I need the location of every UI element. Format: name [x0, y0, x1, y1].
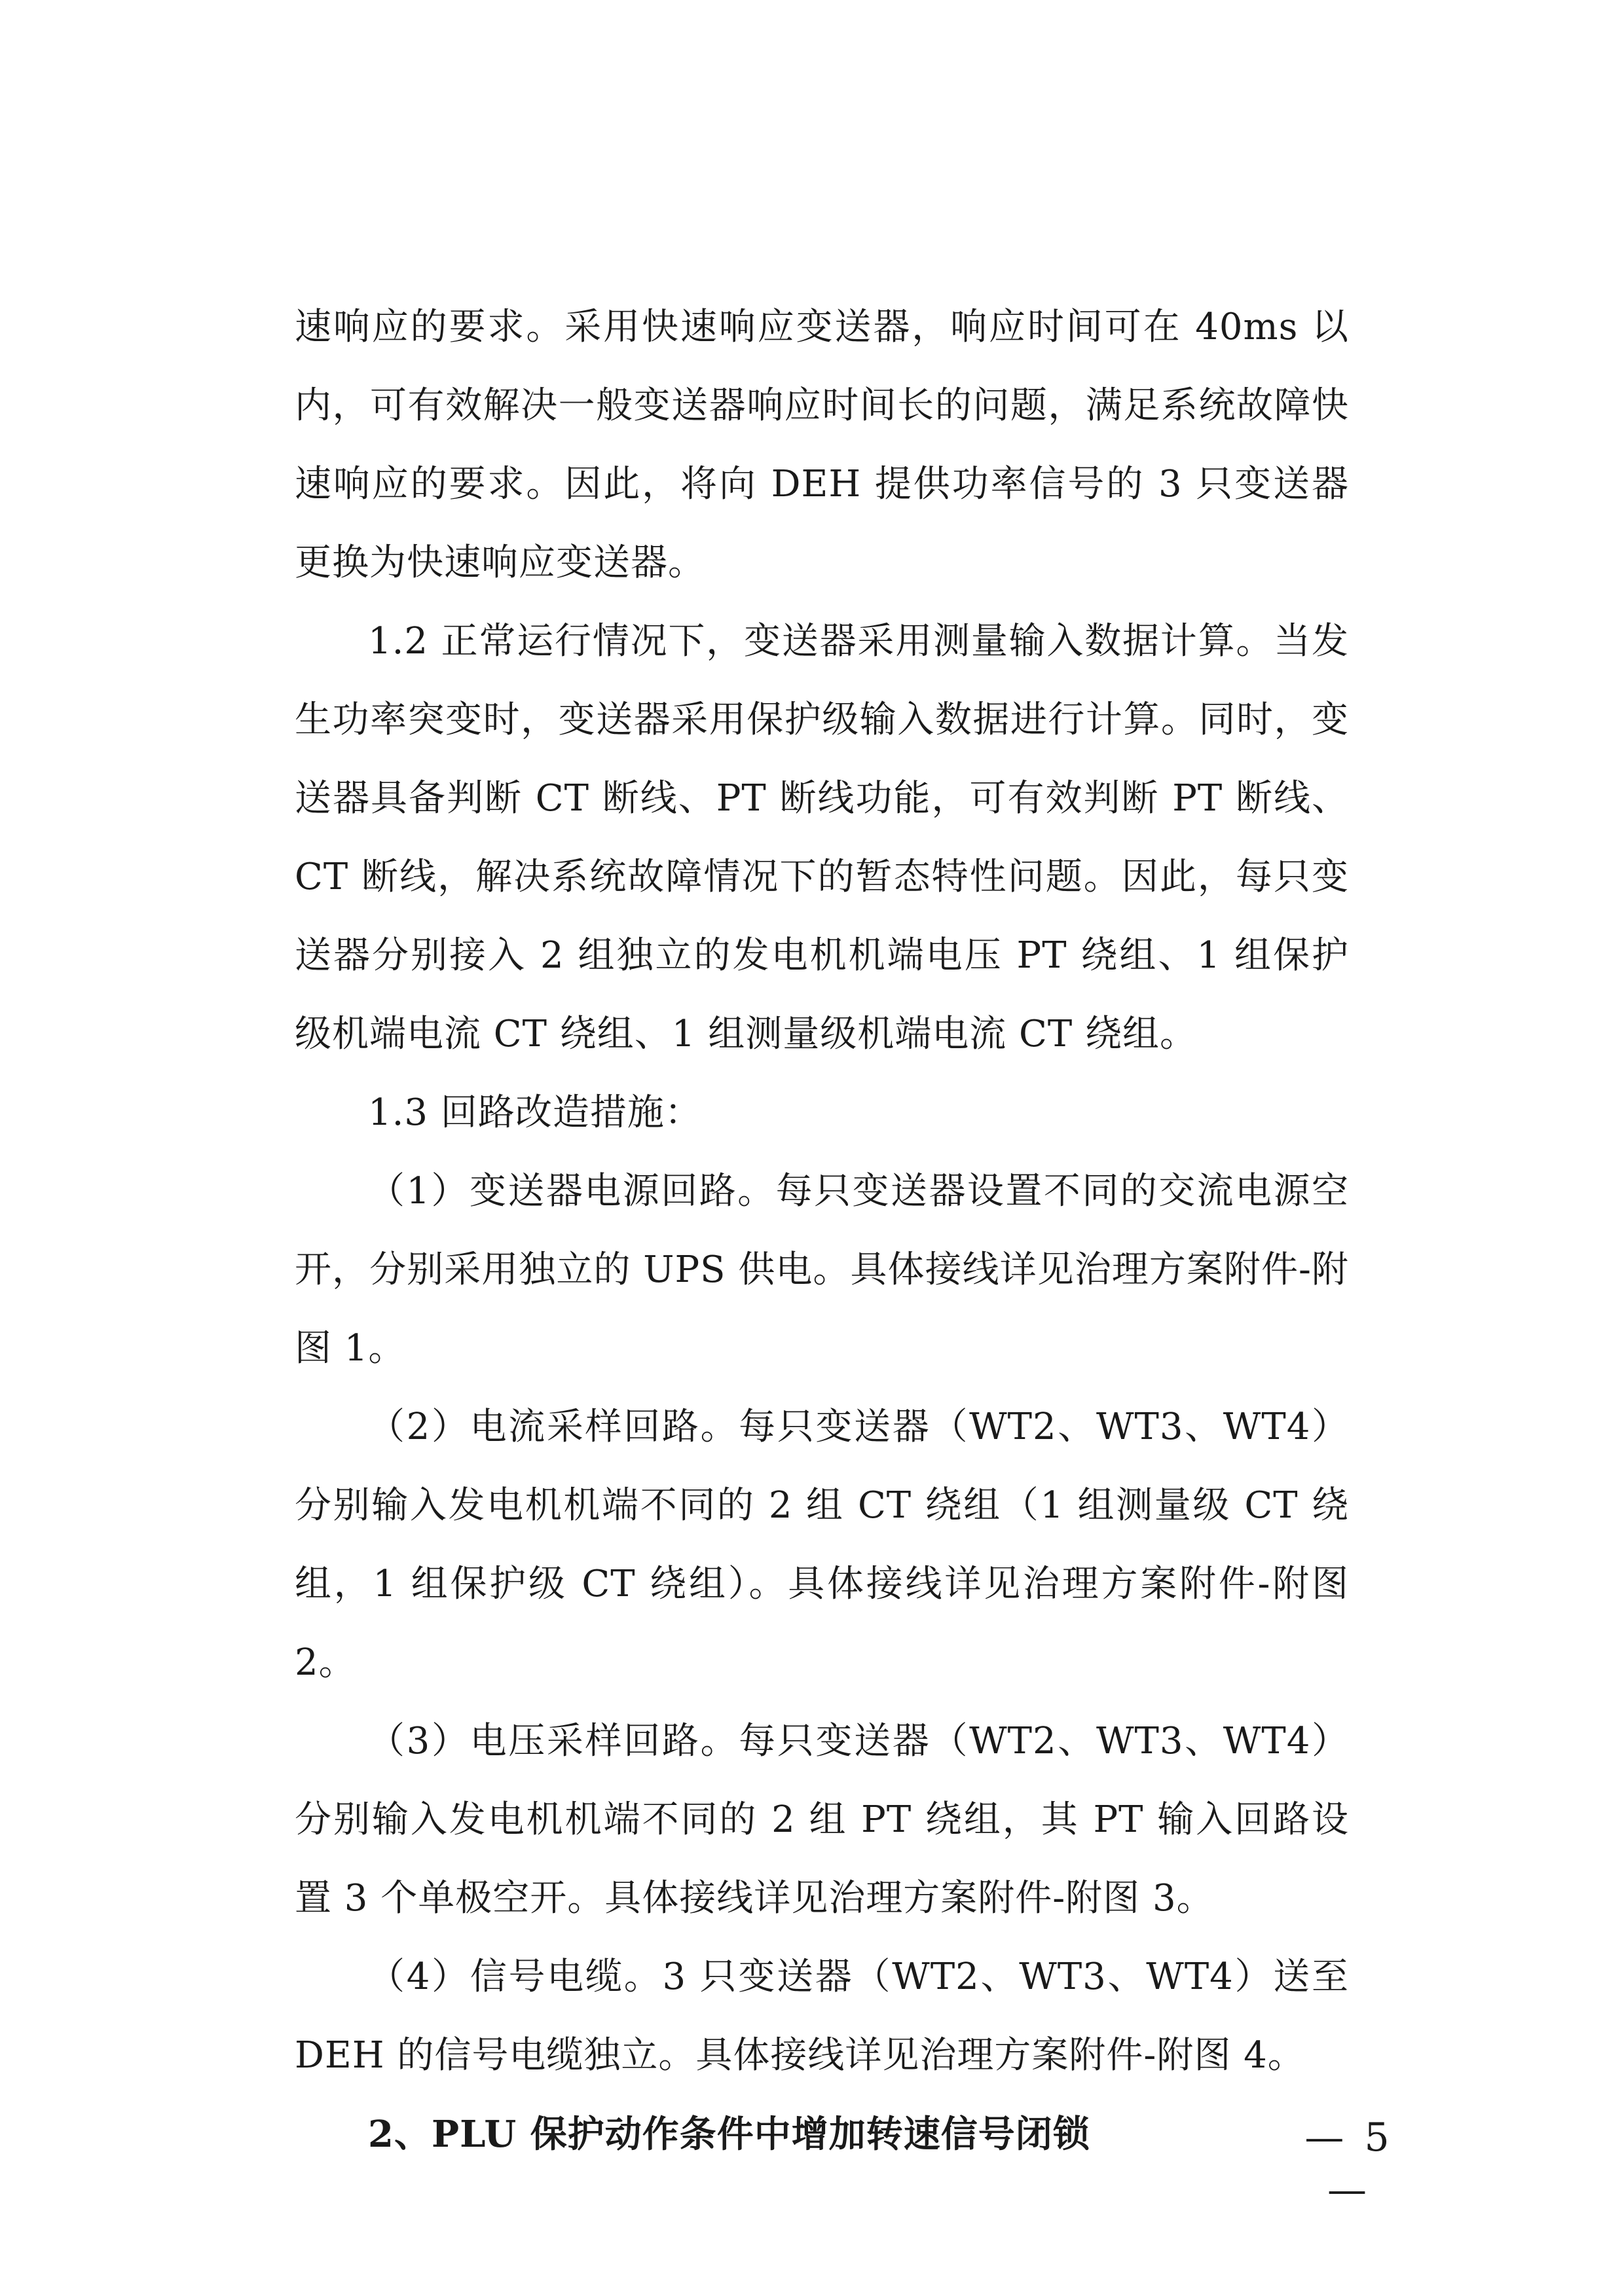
body-text	[295, 288, 1349, 2174]
paragraph-1-2: 1.2 正常运行情况下，变送器采用测量输入数据计算。当发生功率突变时，变送器采用保护级输入数据进行计算。同时，变送器具备判断 CT 断线、PT 断线功能，可有效判断 PT 断线、CT 断线，解决系统故障情况下的暂态特性问题。因此，每只变送器分别接入 2 组独立的发电机机端电压 PT 绕组、1 组保护级机端电流 CT 绕组、1 组测量级机端电流 CT 绕组。	[295, 620, 1349, 1055]
paragraph-1-3-title: 1.3 回路改造措施：	[368, 1091, 702, 1134]
paragraph-item-4: （4）信号电缆。3 只变送器（WT2、WT3、WT4）送至 DEH 的信号电缆独立。具体接线详见治理方案附件-附图 4。	[295, 1956, 1349, 2077]
paragraph-item-1: （1）变送器电源回路。每只变送器设置不同的交流电源空开，分别采用独立的 UPS 供电。具体接线详见治理方案附件-附图 1。	[295, 1170, 1349, 1370]
page-number: — 5 —	[1304, 2115, 1393, 2213]
section-heading-2: 2、PLU 保护动作条件中增加转速信号闭锁	[368, 2113, 1090, 2156]
paragraph-item-3: （3）电压采样回路。每只变送器（WT2、WT3、WT4）分别输入发电机机端不同的 2 组 PT 绕组，其 PT 输入回路设置 3 个单极空开。具体接线详见治理方案附件-附图 3。	[295, 1720, 1349, 1920]
paragraph-continuation: 速响应的要求。采用快速响应变送器，响应时间可在 40ms 以内，可有效解决一般变送器响应时间长的问题，满足系统故障快速响应的要求。因此，将向 DEH 提供功率信号的 3 只变送器更换为快速响应变送器。	[295, 306, 1349, 584]
paragraph-item-2: （2）电流采样回路。每只变送器（WT2、WT3、WT4）分别输入发电机机端不同的 2 组 CT 绕组（1 组测量级 CT 绕组，1 组保护级 CT 绕组）。具体接线详见治理方案附件-附图 2。	[295, 1406, 1349, 1684]
